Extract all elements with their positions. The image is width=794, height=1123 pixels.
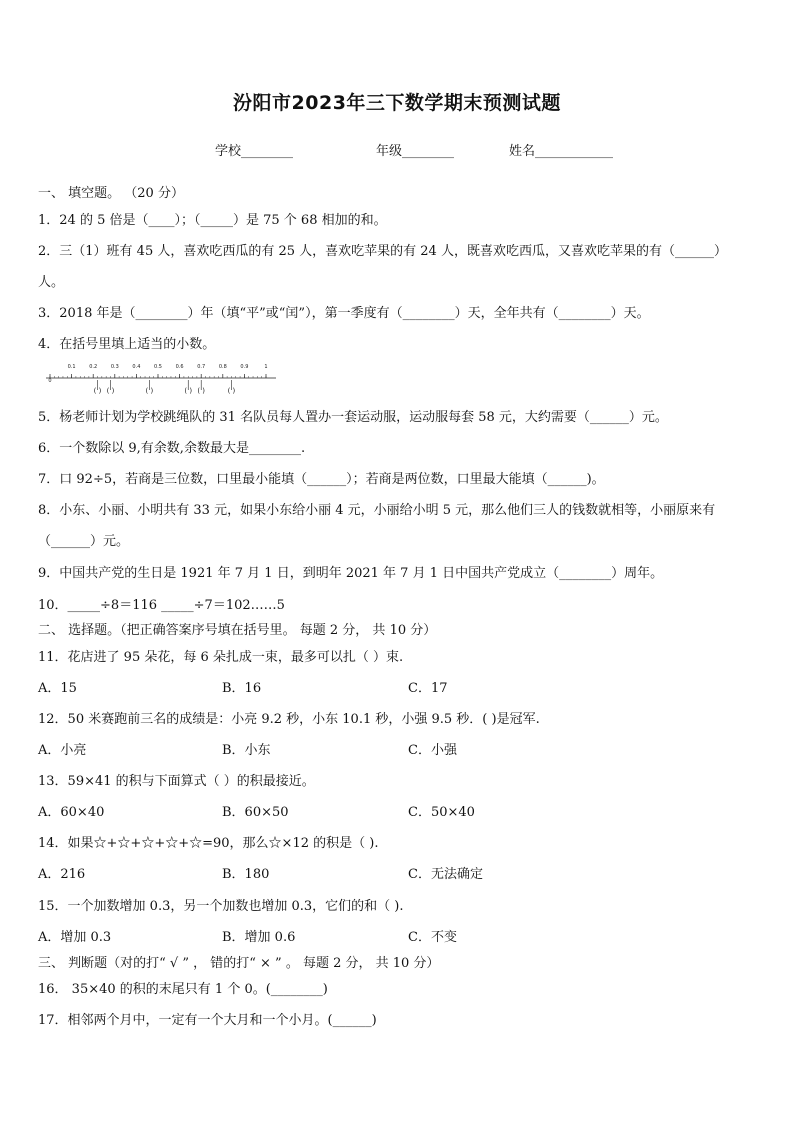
school-field: 学校________	[215, 144, 294, 159]
q11-option-a: A．15	[38, 681, 77, 696]
number-line-tick-label: 0.3	[110, 364, 119, 370]
number-line-tick-label: 0.6	[175, 364, 184, 370]
grade-field: 年级________	[376, 144, 455, 159]
number-line-tick-label: 0	[48, 378, 52, 384]
q14-option-b: B．180	[222, 867, 270, 882]
question-8: 8．小东、小丽、小明共有 33 元，如果小东给小丽 4 元，小丽给小明 5 元，那么他们三人的钱数就相等，小丽原来有	[38, 503, 716, 518]
name-field: 姓名____________	[509, 144, 614, 159]
section-fill-in: 一、 填空题。 （20 分）	[38, 186, 184, 201]
question-13: 13．59×41 的积与下面算式（ ）的积最接近。	[38, 774, 315, 789]
question-3: 3．2018 年是（________）年（填“平”或“闰”），第一季度有（________）天，全年共有（________）天。	[38, 306, 650, 321]
number-line-tick-label: 0.5	[154, 364, 162, 370]
q12-option-c: C．小强	[408, 743, 457, 758]
question-5: 5．杨老师计划为学校跳绳队的 31 名队员每人置办一套运动服，运动服每套 58 元，大约需要（______）元。	[38, 410, 668, 425]
question-1: 1．24 的 5 倍是（____）；（_____）是 75 个 68 相加的和。	[38, 213, 387, 228]
q12-option-b: B．小东	[222, 743, 271, 758]
number-line-tick-label: 0.4	[132, 364, 141, 370]
number-line-answer-bracket: ( )	[184, 387, 193, 395]
question-16: 16． 35×40 的积的末尾只有 1 个 0。(________)	[38, 982, 328, 997]
number-line-answer-bracket: ( )	[145, 387, 154, 395]
number-line-answer-bracket: ( )	[197, 387, 206, 395]
question-7: 7．口 92÷5，若商是三位数，口里最小能填（______）；若商是两位数，口里最大能填（______)。	[38, 472, 605, 487]
q15-option-b: B．增加 0.6	[222, 930, 296, 945]
question-12: 12．50 米赛跑前三名的成绩是：小亮 9.2 秒，小东 10.1 秒，小强 9.5 秒．( )是冠军.	[38, 712, 540, 727]
question-17: 17．相邻两个月中，一定有一个大月和一个小月。(______)	[38, 1013, 377, 1028]
question-4: 4．在括号里填上适当的小数。	[38, 337, 216, 352]
q13-option-b: B．60×50	[222, 805, 289, 820]
question-8-cont: （______）元。	[38, 534, 130, 549]
q11-option-c: C．17	[408, 681, 448, 696]
question-9: 9．中国共产党的生日是 1921 年 7 月 1 日，到明年 2021 年 7 月 1 日中国共产党成立（________）周年。	[38, 566, 664, 581]
number-line-tick-label: 0.9	[240, 364, 249, 370]
question-15: 15．一个加数增加 0.3，另一个加数也增加 0.3，它们的和（ ).	[38, 899, 404, 914]
question-14: 14．如果☆+☆+☆+☆+☆=90，那么☆×12 的积是（ ).	[38, 836, 379, 851]
question-2-cont: 人。	[38, 275, 65, 290]
q15-option-a: A．增加 0.3	[38, 930, 112, 945]
q11-option-b: B．16	[222, 681, 262, 696]
question-11: 11．花店进了 95 朵花，每 6 朵扎成一束，最多可以扎（ ）束.	[38, 650, 404, 665]
number-line-tick-label: 0.7	[197, 364, 206, 370]
question-6: 6．一个数除以 9,有余数,余数最大是________.	[38, 441, 306, 456]
number-line-answer-bracket: ( )	[106, 387, 115, 395]
section-choice: 二、 选择题。（把正确答案序号填在括号里。 每题 2 分， 共 10 分）	[38, 623, 437, 638]
page-title: 汾阳市2023年三下数学期末预测试题	[233, 92, 561, 114]
number-line-tick-label: 0.8	[218, 364, 227, 370]
question-10: 10．_____÷8＝116 _____÷7＝102……5	[38, 598, 285, 613]
number-line-answer-bracket: ( )	[93, 387, 102, 395]
q13-option-c: C．50×40	[408, 805, 475, 820]
q12-option-a: A．小亮	[38, 743, 87, 758]
question-2: 2．三（1）班有 45 人，喜欢吃西瓜的有 25 人，喜欢吃苹果的有 24 人，既喜欢吃西瓜，又喜欢吃苹果的有（______）	[38, 244, 727, 259]
number-line-tick-label: 0.2	[89, 364, 98, 370]
number-line-figure	[44, 360, 280, 396]
number-line-answer-bracket: ( )	[227, 387, 236, 395]
q14-option-a: A．216	[38, 867, 86, 882]
q15-option-c: C．不变	[408, 930, 457, 945]
section-true-false: 三、 判断题（对的打“ √ ” ， 错的打“ × ” 。 每题 2 分， 共 10 分）	[38, 956, 440, 971]
q14-option-c: C．无法确定	[408, 867, 483, 882]
number-line-tick-label: 1	[264, 364, 268, 370]
number-line-svg	[44, 360, 280, 396]
q13-option-a: A．60×40	[38, 805, 105, 820]
number-line-tick-label: 0.1	[67, 364, 76, 370]
